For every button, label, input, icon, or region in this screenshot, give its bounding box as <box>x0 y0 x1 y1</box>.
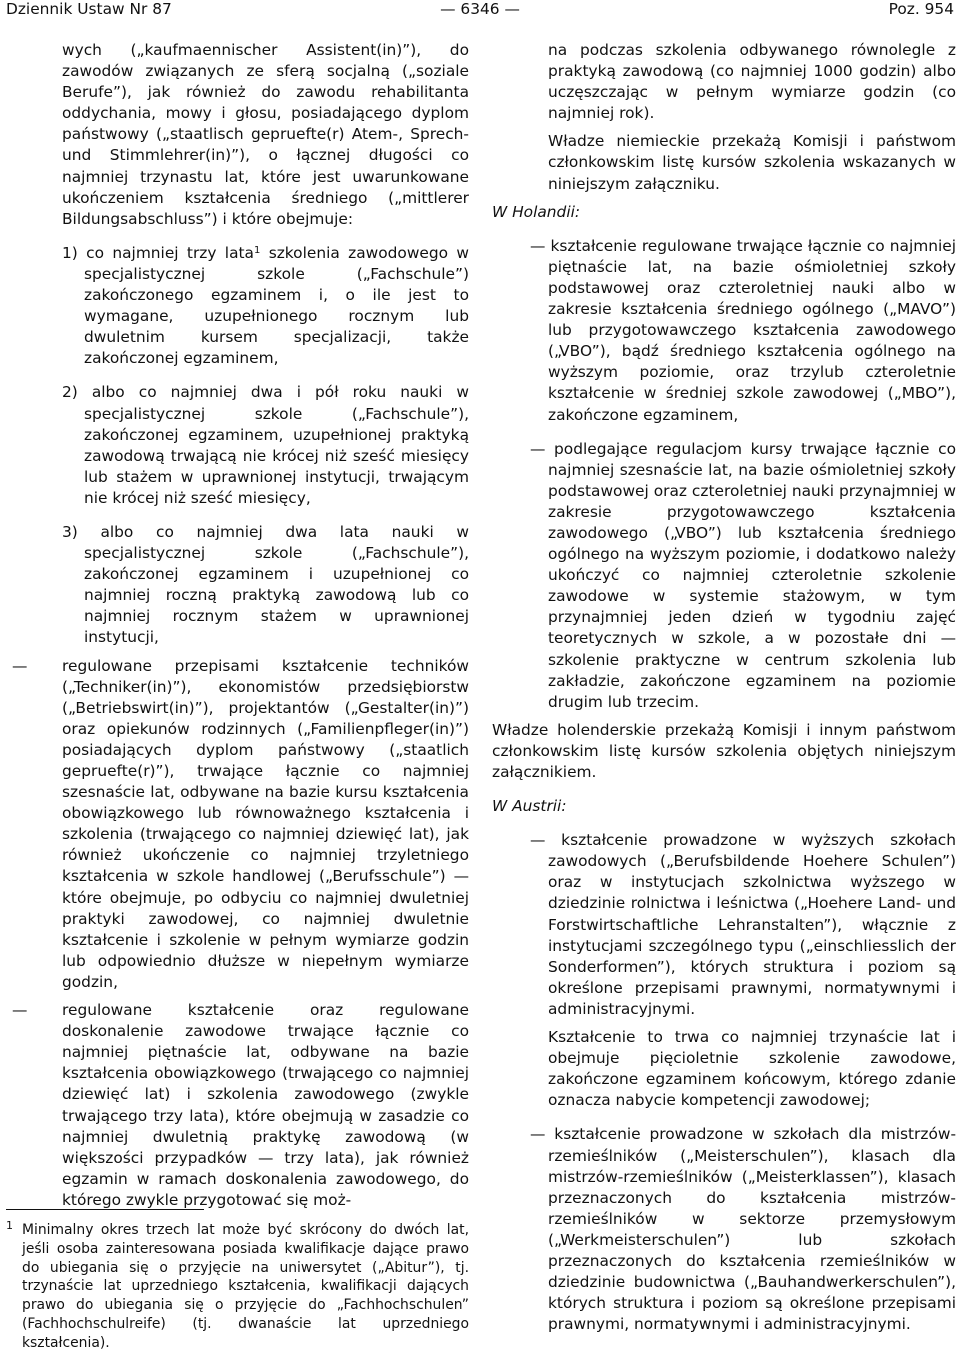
footnote-mark: 1 <box>6 1219 13 1232</box>
footnote <box>6 1221 469 1353</box>
dash-item-technicians-text: regulowane przepisami kształcenie techników („Techniker(in)”), ekonomistów przedsiębiorstw („Betriebswirt(in)”), projektantów („Gestalter(in)”) oraz opiekunów rodzinnych („Familienpfleger(in)”) posiadających dyplom państwowy („staatlich gepruefte(r)”), trwające łącznie co najmniej szesnaście lat, odbywane na bazie kursu kształcenia obowiązkowego lub równoważnego kształcenia i szkolenia (trwającego co najmniej dziewięć lat), jak również ukończenie co najmniej trzyletniego kształcenia w szkole handlowej („Berufsschule”) — które obejmuje, po odbyciu co najmniej dwuletniej praktyki zawodowej, co najmniej dwuletnie kształcenie i szkolenie w pełnym wymiarze godzin lub odpowiednio dłuższe w niepełnym wymiarze godzin, <box>62 656 469 991</box>
page-header <box>6 0 954 20</box>
intro-paragraph: wych („kaufmaennischer Assistent(in)”), do zawodów związanych ze sferą socjalną („soziale Berufe”), jak również do zawodu rehabilitanta oddychania, mowy i głosu, posiadającego dyplom państwowy („staatlisch gepruefte(r) Atem-, Sprech- und Stimmlehrer(in)”), o łącznej długości co najmniej trzynastu lat, które jest uwarunkowane ukończeniem kształcenia średniego („mittlerer Bildungsabschluss”) i które obejmuje: <box>62 41 469 228</box>
netherlands-heading: W Holandii: <box>492 202 581 221</box>
list-item-1 <box>62 243 469 370</box>
page-number: — 6346 — <box>440 0 520 18</box>
nl-dash-item-1: — kształcenie regulowane trwające łącznie co najmniej piętnaście lat, na bazie ośmioletniej szkoły podstawowej oraz czteroletniej nauki albo w zakresie kształcenia średniego ogólnego („MAVO”) lub przygotowawczego kształcenia zawodowego („VBO”), bądź średniego kształcenia ogólnego na wyższym poziomie, oraz trzylub czteroletnie kształcenie w średniej szkole zawodowej („MBO”), zakończone egzaminem, <box>530 236 956 424</box>
position-number: Poz. 954 <box>888 0 954 18</box>
left-column <box>12 40 469 1211</box>
at-dash-item-1: — kształcenie prowadzone w wyższych szkołach zawodowych („Berufsbildende Hoehere Schulen”) oraz w instytucjach szkolnictwa wyższego w dziedzinie rolnictwa i leśnictwa („Hoehere Land- und Forstwirtschaftliche Lehranstalten”), włącznie z instytucjami szczególnego typu („einschliesslich der Sonderformen”), których struktura i poziom są określone przepisami prawnymi, normatywnymi i administracyjnymi. <box>530 831 956 1018</box>
dash-item-vocational <box>12 1000 469 1211</box>
at-dash-item-2: — kształcenie prowadzone w szkołach dla mistrzów-rzemieślników („Meisterschulen”), klasach dla mistrzów-rzemieślników („Meisterklassen”), klasach przeznaczonych do kształcenia mistrzów-rzemieślników w sektorze przemysłowym („Werkmeisterschulen”) lub szkołach przeznaczonych do kształcenia rzemieślników w dziedzinie budownictwa („Bauhandwerkerschulen”), których struktura i poziom są określone przepisami prawnymi, normatywnymi i administracyjnymi. <box>530 1125 956 1334</box>
continuation-paragraph: na podczas szkolenia odbywanego równolegle z praktyką zawodową (co najmniej 1000 godzin) albo uczęszczając w pełnym wymiarze godzin (co najmniej rok). <box>548 41 956 123</box>
footnote-ref[interactable]: 1 <box>253 244 261 256</box>
netherlands-authority-paragraph: Władze holenderskie przekażą Komisji i innym państwom członkowskim listę kursów szkolenia objętych niniejszym załącznikiem. <box>492 720 956 781</box>
right-column <box>492 40 956 1335</box>
list-item-1-text-b: szkolenia zawodowego w specjalistycznej szkole („Fachschule”) zakończonego egzaminem i, o ile jest to wymagane, uzupełnionego rocznym lub dwuletnim kursem specjalizacji, także zakończonej egzaminem, <box>84 243 469 368</box>
footnote-text: Minimalny okres trzech lat może być skrócony do dwóch lat, jeśli osoba zainteresowana posiada kwalifikacje dające prawo do ubiegania się o przyjęcie na uniwersytet („Abitur”), tj. trzynaście lat uprzedniego kształcenia, kwalifikacji dających prawo do ubiegania się o przyjęcie do „Fachhochschulen” (Fachhochschulreife) (tj. dwanaście lat uprzedniego kształcenia). <box>22 1222 469 1351</box>
dash-item-vocational-text: regulowane kształcenie oraz regulowane doskonalenie zawodowe trwające łącznie co najmniej piętnaście lat, odbywane na bazie kształcenia obowiązkowego (trwającego co najmniej dziewięć lat) i szkolenia zawodowego (zwykle trwającego trzy lata), które obejmują w zasadzie co najmniej dwuletnią praktykę zawodową (w większości przypadków — trzy lata), jak również egzamin w ramach doskonalenia zawodowego, do którego zwykle przygotować się moż- <box>62 1001 469 1209</box>
dash-mark: — <box>12 656 28 675</box>
journal-title: Dziennik Ustaw Nr 87 <box>6 0 172 18</box>
nl-dash-item-2: — podlegające regulacjom kursy trwające łącznie co najmniej szesnaście lat, na bazie ośmioletniej szkoły podstawowej oraz czteroletniej nauki przynajmniej w zakresie przygotowawczego kształcenia zawodowego („VBO”) lub kształcenia średniego ogólnego na wyższym poziomie, i dodatkowo należy ukończyć co najmniej czteroletnie szkolenie zawodowe w systemie stażowym, w tym przynajmniej jeden dzień w tygodniu zajęć teoretycznych w szkole, a w pozostałe dni — szkolenie praktyczne w centrum szkolenia lub zakładzie, zakończone egzaminem na poziomie drugim lub trzecim. <box>530 439 956 711</box>
list-item-2: 2) albo co najmniej dwa i pół roku nauki w specjalistycznej szkole („Fachschule”), zakończonej egzaminem, uzupełnionej praktyką zawodową trwającą nie krócej niż sześć miesięcy lub stażem w uprawnionej instytucji, trwającym nie krócej niż sześć miesięcy, <box>62 383 469 507</box>
dash-item-technicians <box>12 656 469 994</box>
dash-mark: — <box>12 1001 28 1020</box>
austria-heading: W Austrii: <box>492 797 567 816</box>
list-item-3: 3) albo co najmniej dwa lata nauki w specjalistycznej szkole („Fachschule”), zakończonej egzaminem i uzupełnionej co najmniej roczną praktyką zawodową lub co najmniej rocznym stażem w uprawnionej instytucji, <box>62 522 469 647</box>
list-item-1-text-a: 1) co najmniej trzy lata <box>62 243 254 262</box>
austria-duration-paragraph: Kształcenie to trwa co najmniej trzynaście lat i obejmuje pięcioletnie szkolenie zawodowe, zakończone egzaminem końcowym, którego zdanie oznacza nabycie kompetencji zawodowej; <box>548 1028 956 1110</box>
germany-authority-paragraph: Władze niemieckie przekażą Komisji i państwom członkowskim listę kursów szkolenia wskazanych w niniejszym załączniku. <box>548 132 956 193</box>
footnote-rule <box>6 1209 204 1210</box>
